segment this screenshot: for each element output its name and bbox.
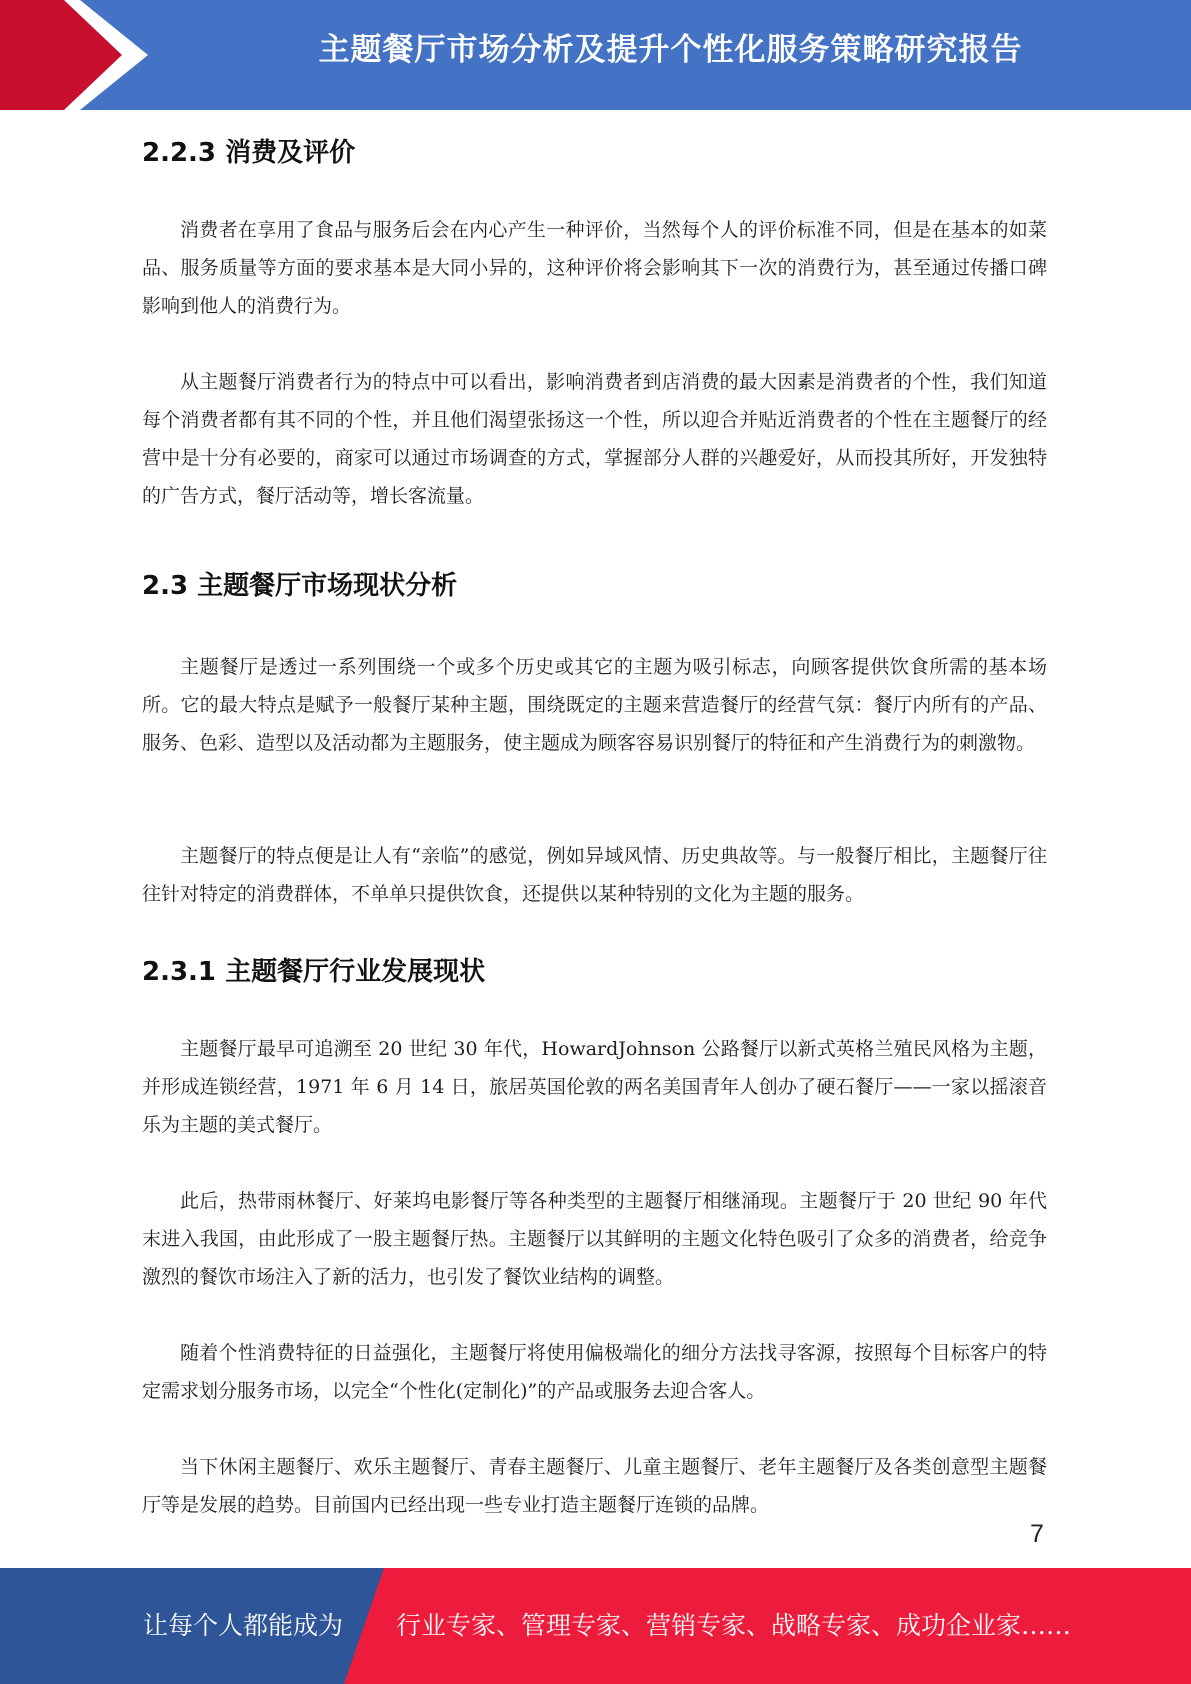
section-heading-2-3-1: 2.3.1 主题餐厅行业发展现状: [142, 957, 486, 987]
paragraph: 当下休闲主题餐厅、欢乐主题餐厅、青春主题餐厅、儿童主题餐厅、老年主题餐厅及各类创意型主题餐厅等是发展的趋势。目前国内已经出现一些专业打造主题餐厅连锁的品牌。: [142, 1456, 1047, 1516]
paragraph: 从主题餐厅消费者行为的特点中可以看出，影响消费者到店消费的最大因素是消费者的个性，我们知道每个消费者都有其不同的个性，并且他们渴望张扬这一个性，所以迎合并贴近消费者的个性在主题餐厅的经营中是十分有必要的，商家可以通过市场调查的方式，掌握部分人群的兴趣爱好，从而投其所好，开发独特的广告方式，餐厅活动等，增长客流量。: [142, 371, 1047, 507]
page-footer: [0, 1568, 1191, 1684]
paragraph: 随着个性消费特征的日益强化，主题餐厅将使用偏极端化的细分方法找寻客源，按照每个目标客户的特定需求划分服务市场，以完全“个性化(定制化)”的产品或服务去迎合客人。: [142, 1342, 1047, 1402]
footer-slogan-right: 行业专家、管理专家、营销专家、战略专家、成功企业家……: [396, 1611, 1072, 1640]
page-header: [0, 0, 1191, 110]
section-heading-2-2-3: 2.2.3 消费及评价: [142, 138, 356, 168]
paragraph: 主题餐厅是透过一系列围绕一个或多个历史或其它的主题为吸引标志，向顾客提供饮食所需的基本场所。它的最大特点是赋予一般餐厅某种主题，围绕既定的主题来营造餐厅的经营气氛：餐厅内所有的产品、服务、色彩、造型以及活动都为主题服务，使主题成为顾客容易识别餐厅的特征和产生消费行为的刺激物。: [142, 656, 1047, 754]
report-title: 主题餐厅市场分析及提升个性化服务策略研究报告: [318, 32, 1023, 68]
header-chevron-decoration: [0, 0, 160, 110]
footer-slogan-left: 让每个人都能成为: [143, 1611, 344, 1640]
paragraph: 消费者在享用了食品与服务后会在内心产生一种评价，当然每个人的评价标准不同，但是在基本的如菜品、服务质量等方面的要求基本是大同小异的，这种评价将会影响其下一次的消费行为，甚至通过传播口碑影响到他人的消费行为。: [142, 219, 1047, 317]
page-number: 7: [1030, 1520, 1044, 1548]
paragraph: 此后，热带雨林餐厅、好莱坞电影餐厅等各种类型的主题餐厅相继涌现。主题餐厅于 20 世纪 90 年代末进入我国，由此形成了一股主题餐厅热。主题餐厅以其鲜明的主题文化特色吸引了众多的消费者，给竞争激烈的餐饮市场注入了新的活力，也引发了餐饮业结构的调整。: [142, 1190, 1047, 1288]
paragraph: 主题餐厅最早可追溯至 20 世纪 30 年代，HowardJohnson 公路餐厅以新式英格兰殖民风格为主题，并形成连锁经营，1971 年 6 月 14 日，旅居英国伦敦的两名美国青年人创办了硬石餐厅——一家以摇滚音乐为主题的美式餐厅。: [142, 1038, 1047, 1136]
paragraph: 主题餐厅的特点便是让人有“亲临”的感觉，例如异域风情、历史典故等。与一般餐厅相比，主题餐厅往往针对特定的消费群体，不单单只提供饮食，还提供以某种特别的文化为主题的服务。: [142, 845, 1047, 905]
section-heading-2-3: 2.3 主题餐厅市场现状分析: [142, 571, 458, 601]
